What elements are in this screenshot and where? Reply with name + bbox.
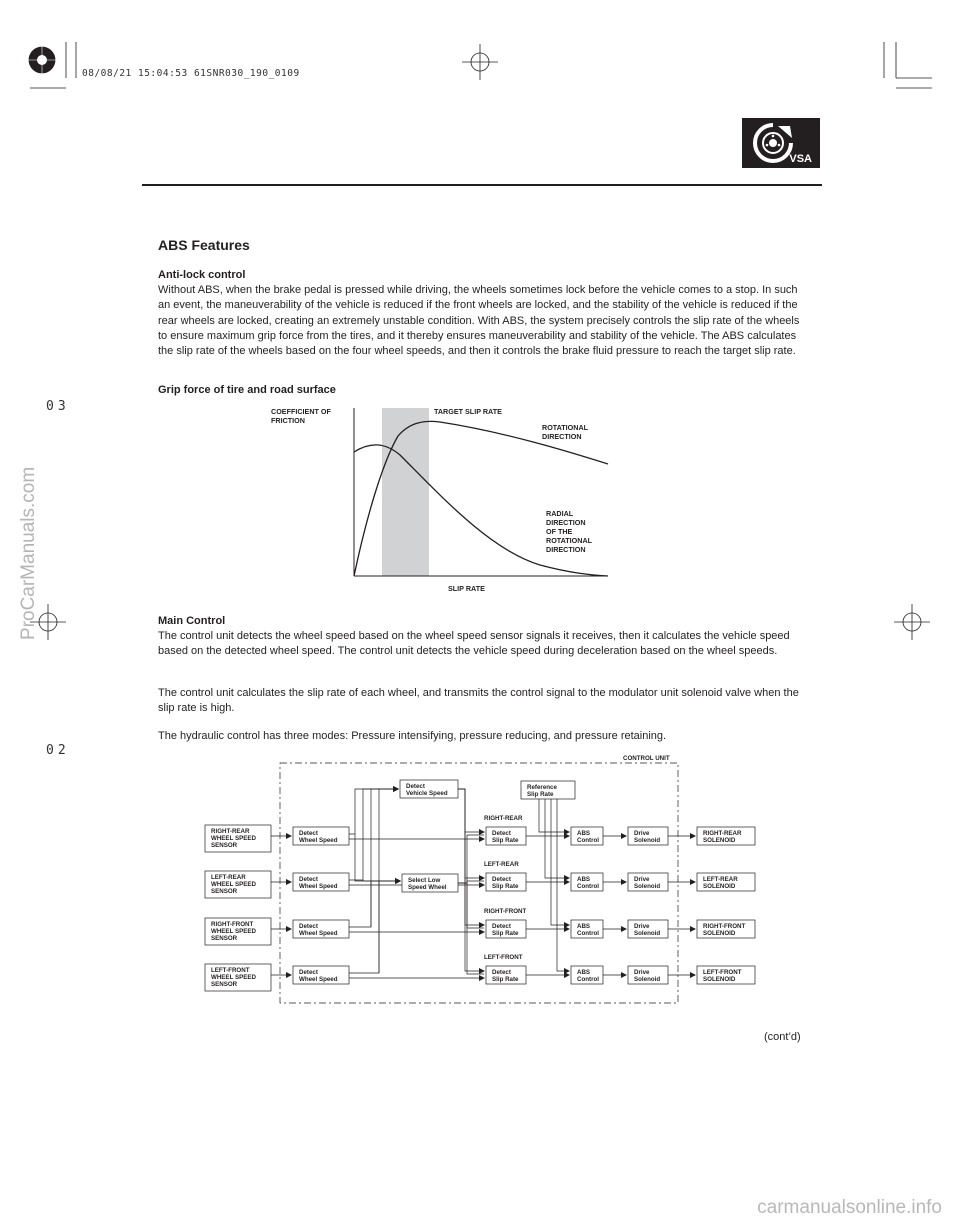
right-rear-sensor-box-text-2: WHEEL SPEED xyxy=(211,835,256,842)
right-front-sensor-box-text-1: RIGHT-FRONT xyxy=(211,921,254,928)
radial-label-5: DIRECTION xyxy=(546,545,586,554)
right-front-vehicle-speed-feed xyxy=(349,789,398,927)
right-rear-detect-wheel-speed-box-text-2: Wheel Speed xyxy=(299,837,338,844)
right-rear-sensor-box xyxy=(205,825,271,852)
right-rear-sensor-box-text-1: RIGHT-REAR xyxy=(211,828,250,835)
right-front-sensor-box-text-2: WHEEL SPEED xyxy=(211,928,256,935)
continued-note: (cont’d) xyxy=(764,1031,801,1043)
left-rear-sensor-box xyxy=(205,871,271,898)
reference-slip-rate-box-text-2: Slip Rate xyxy=(527,791,554,798)
left-front-abs-control-box-text-2: Control xyxy=(577,976,599,983)
right-front-low-select-to-slip xyxy=(458,883,484,928)
left-rear-detect-slip-rate-box xyxy=(486,873,526,891)
left-rear-sensor-box-text-2: WHEEL SPEED xyxy=(211,881,256,888)
right-rear-abs-control-box-text-2: Control xyxy=(577,837,599,844)
left-front-sensor-box-text-2: WHEEL SPEED xyxy=(211,974,256,981)
right-front-detect-wheel-speed-box-text-1: Detect xyxy=(299,923,318,930)
right-rear-reference-to-abs xyxy=(539,799,569,832)
left-front-vehicle-speed-to-slip xyxy=(458,789,484,971)
right-front-drive-solenoid-box-text-2: Solenoid xyxy=(634,930,661,937)
right-front-detect-slip-rate-box xyxy=(486,920,526,938)
right-rear-detect-slip-rate-box-text-1: Detect xyxy=(492,830,511,837)
antilock-paragraph: Without ABS, when the brake pedal is pressed while driving, the wheels sometimes lock before the vehicle comes to a stop. In such an event, the maneuverability of the vehicle is reduced if the front wheels are locked, and the stability of the vehicle is reduced if the rear wheels are locked, creating an extremely unstable condition. With ABS, the system precisely controls the slip rate of the wheels to ensure maximum grip force from the tires, and it thereby ensures maneuverability and stability of the vehicle. The ABS calculates the slip rate of the wheels based on the four wheel speeds, and then it controls the brake fluid pressure to reach the target slip rate. xyxy=(158,284,800,358)
detect-vehicle-speed-box-text-1: Detect xyxy=(406,783,425,790)
right-front-low-select-feed xyxy=(371,881,400,927)
right-front-detect-slip-rate-box-text-1: Detect xyxy=(492,923,511,930)
left-rear-vehicle-speed-to-slip xyxy=(458,789,484,878)
right-front-reference-to-abs xyxy=(551,799,569,925)
left-rear-solenoid-box-text-2: SOLENOID xyxy=(703,883,736,890)
left-front-solenoid-box-text-2: SOLENOID xyxy=(703,976,736,983)
right-rear-detect-slip-rate-box xyxy=(486,827,526,845)
abs-control-diagram xyxy=(195,750,765,1010)
right-rear-solenoid-box-text-1: RIGHT-REAR xyxy=(703,830,742,837)
right-front-vehicle-speed-to-slip xyxy=(458,789,484,925)
print-stamp: 08/08/21 15:04:53 61SNR030_190_0109 xyxy=(82,68,300,79)
x-axis-label: SLIP RATE xyxy=(448,584,485,593)
left-rear-detect-slip-rate-box-text-2: Slip Rate xyxy=(492,883,519,890)
left-front-drive-solenoid-box-text-2: Solenoid xyxy=(634,976,661,983)
vsa-badge xyxy=(742,118,820,168)
left-rear-solenoid-box-text-1: LEFT-REAR xyxy=(703,876,738,883)
left-front-detect-wheel-speed-box xyxy=(293,966,349,984)
right-front-abs-control-box-text-2: Control xyxy=(577,930,599,937)
left-rear-detect-wheel-speed-box-text-1: Detect xyxy=(299,876,318,883)
left-rear-position-label: LEFT-REAR xyxy=(484,861,519,868)
grip-heading: Grip force of tire and road surface xyxy=(158,384,336,396)
main-control-paragraph-3: The hydraulic control has three modes: Pressure intensifying, pressure reducing, and pressure retaining. xyxy=(158,730,667,742)
antilock-heading: Anti-lock control xyxy=(158,269,246,281)
left-front-detect-slip-rate-box-text-1: Detect xyxy=(492,969,511,976)
left-rear-abs-control-box xyxy=(571,873,603,891)
rotational-label-1: ROTATIONAL xyxy=(542,423,589,432)
right-rear-position-label: RIGHT-REAR xyxy=(484,815,523,822)
left-rear-drive-solenoid-box-text-2: Solenoid xyxy=(634,883,661,890)
left-front-low-select-feed xyxy=(379,881,400,973)
left-rear-abs-control-box-text-2: Control xyxy=(577,883,599,890)
right-rear-drive-solenoid-box-text-2: Solenoid xyxy=(634,837,661,844)
right-rear-abs-control-box-text-1: ABS xyxy=(577,830,591,837)
right-front-detect-wheel-speed-box xyxy=(293,920,349,938)
right-rear-detect-wheel-speed-box xyxy=(293,827,349,845)
right-front-detect-slip-rate-box-text-2: Slip Rate xyxy=(492,930,519,937)
right-rear-drive-solenoid-box-text-1: Drive xyxy=(634,830,650,837)
right-rear-low-select-to-slip xyxy=(458,835,484,883)
right-front-position-label: RIGHT-FRONT xyxy=(484,908,527,915)
left-front-sensor-box-text-1: LEFT-FRONT xyxy=(211,967,250,974)
left-front-low-select-to-slip xyxy=(458,883,484,974)
y-label-line1: COEFFICIENT OF xyxy=(271,407,331,416)
left-rear-sensor-box-text-1: LEFT-REAR xyxy=(211,874,246,881)
right-front-solenoid-box xyxy=(697,920,755,938)
select-low-speed-wheel-box xyxy=(402,874,458,892)
right-rear-solenoid-box-text-2: SOLENOID xyxy=(703,837,736,844)
right-rear-drive-solenoid-box xyxy=(628,827,668,845)
left-front-detect-wheel-speed-box-text-1: Detect xyxy=(299,969,318,976)
left-rear-detect-slip-rate-box-text-1: Detect xyxy=(492,876,511,883)
reference-slip-rate-box-text-1: Reference xyxy=(527,784,557,791)
right-rear-abs-control-box xyxy=(571,827,603,845)
right-rear-vehicle-speed-feed xyxy=(349,789,398,834)
right-rear-vehicle-speed-to-slip xyxy=(458,789,484,832)
left-rear-abs-control-box-text-1: ABS xyxy=(577,876,591,883)
target-slip-label: TARGET SLIP RATE xyxy=(434,407,502,416)
main-control-paragraph-2: The control unit calculates the slip rate of each wheel, and transmits the control signal to the modulator unit solenoid valve when the slip rate is high. xyxy=(158,687,799,715)
right-rear-solenoid-box xyxy=(697,827,755,845)
side-code-top: 03 xyxy=(46,399,70,414)
left-rear-drive-solenoid-box-text-1: Drive xyxy=(634,876,650,883)
left-front-detect-wheel-speed-box-text-2: Wheel Speed xyxy=(299,976,338,983)
radial-label-4: ROTATIONAL xyxy=(546,536,593,545)
reference-slip-rate-box xyxy=(521,781,575,799)
left-rear-detect-wheel-speed-box-text-2: Wheel Speed xyxy=(299,883,338,890)
left-rear-sensor-box-text-3: SENSOR xyxy=(211,888,238,895)
left-front-position-label: LEFT-FRONT xyxy=(484,954,523,961)
radial-label-2: DIRECTION xyxy=(546,518,586,527)
main-control-heading: Main Control xyxy=(158,615,226,627)
left-rear-detect-wheel-speed-box xyxy=(293,873,349,891)
right-front-detect-wheel-speed-box-text-2: Wheel Speed xyxy=(299,930,338,937)
left-front-drive-solenoid-box xyxy=(628,966,668,984)
right-front-drive-solenoid-box xyxy=(628,920,668,938)
left-front-detect-slip-rate-box-text-2: Slip Rate xyxy=(492,976,519,983)
select-low-speed-wheel-box-text-2: Speed Wheel xyxy=(408,884,447,891)
select-low-speed-wheel-box-text-1: Select Low xyxy=(408,877,441,884)
right-front-solenoid-box-text-1: RIGHT-FRONT xyxy=(703,923,746,930)
left-rear-vehicle-speed-feed xyxy=(349,789,398,880)
right-front-abs-control-box xyxy=(571,920,603,938)
left-front-solenoid-box-text-1: LEFT-FRONT xyxy=(703,969,742,976)
left-front-sensor-box xyxy=(205,964,271,991)
detect-vehicle-speed-box xyxy=(400,780,458,798)
left-front-abs-control-box xyxy=(571,966,603,984)
right-rear-detect-wheel-speed-box-text-1: Detect xyxy=(299,830,318,837)
right-front-drive-solenoid-box-text-1: Drive xyxy=(634,923,650,930)
right-rear-sensor-box-text-3: SENSOR xyxy=(211,842,238,849)
left-front-detect-slip-rate-box xyxy=(486,966,526,984)
side-code-bottom: 02 xyxy=(46,743,70,758)
left-front-abs-control-box-text-1: ABS xyxy=(577,969,591,976)
left-rear-drive-solenoid-box xyxy=(628,873,668,891)
control-unit-label: CONTROL UNIT xyxy=(623,755,670,762)
header-rule xyxy=(142,184,822,186)
radial-label-1: RADIAL xyxy=(546,509,574,518)
watermark-procarmanuals: ProCarManuals.com xyxy=(18,466,39,640)
main-control-paragraph-1: The control unit detects the wheel speed based on the wheel speed sensor signals it receives, then it calculates the vehicle speed based on the detected wheel speed. The control unit detects the vehicle speed during deceleration based on the wheel speeds. xyxy=(158,630,790,658)
left-rear-solenoid-box xyxy=(697,873,755,891)
left-front-sensor-box-text-3: SENSOR xyxy=(211,981,238,988)
left-front-drive-solenoid-box-text-1: Drive xyxy=(634,969,650,976)
left-front-reference-to-abs xyxy=(557,799,569,971)
radial-label-3: OF THE xyxy=(546,527,573,536)
right-front-solenoid-box-text-2: SOLENOID xyxy=(703,930,736,937)
right-rear-detect-slip-rate-box-text-2: Slip Rate xyxy=(492,837,519,844)
right-rear-low-select-feed xyxy=(355,834,400,881)
section-title: ABS Features xyxy=(158,237,250,253)
grip-force-chart xyxy=(250,400,630,600)
right-front-sensor-box xyxy=(205,918,271,945)
vsa-label: VSA xyxy=(789,153,812,165)
detect-vehicle-speed-box-text-2: Vehicle Speed xyxy=(406,790,448,797)
left-front-solenoid-box xyxy=(697,966,755,984)
right-front-sensor-box-text-3: SENSOR xyxy=(211,935,238,942)
target-slip-band xyxy=(382,408,429,576)
y-label-line2: FRICTION xyxy=(271,416,305,425)
watermark-carmanualsonline: carmanualsonline.info xyxy=(757,1197,942,1218)
right-front-abs-control-box-text-1: ABS xyxy=(577,923,591,930)
rotational-label-2: DIRECTION xyxy=(542,432,582,441)
